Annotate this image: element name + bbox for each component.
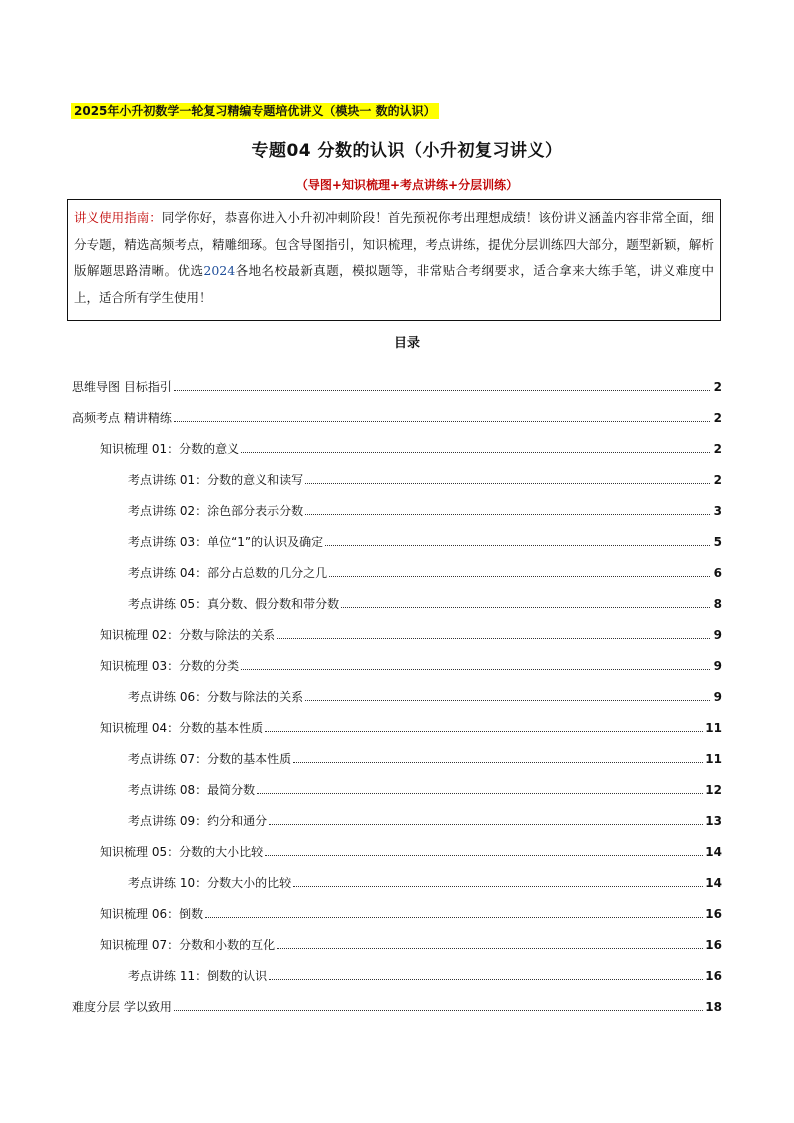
toc-entry-page: 14 — [705, 876, 722, 890]
toc-leader-dots — [269, 979, 703, 980]
toc-entry-page: 2 — [713, 411, 722, 425]
toc-leader-dots — [329, 576, 710, 577]
toc-leader-dots — [265, 731, 703, 732]
toc-leader-dots — [325, 545, 710, 546]
toc-entry-page: 2 — [713, 473, 722, 487]
toc-entry-label: 知识梳理 05：分数的大小比较 — [100, 845, 264, 859]
toc-entry-page: 3 — [713, 504, 722, 518]
toc-entry-page: 9 — [713, 690, 722, 704]
toc-entry[interactable] — [72, 519, 722, 550]
toc-entry[interactable] — [72, 643, 722, 674]
toc-entry[interactable] — [72, 364, 722, 395]
toc-entry-page: 2 — [713, 380, 722, 394]
toc-entry-label: 知识梳理 03：分数的分类 — [100, 659, 240, 673]
toc-entry-page: 16 — [705, 938, 722, 952]
toc-leader-dots — [241, 452, 710, 453]
toc-entry[interactable] — [72, 674, 722, 705]
toc-leader-dots — [265, 855, 703, 856]
toc-leader-dots — [277, 638, 710, 639]
usage-guide-year: 2024 — [203, 263, 236, 278]
toc-entry[interactable] — [72, 829, 722, 860]
toc-leader-dots — [305, 514, 710, 515]
toc-leader-dots — [305, 483, 710, 484]
toc-title: 目录 — [393, 336, 420, 351]
toc-entry-label: 考点讲练 11：倒数的认识 — [128, 969, 268, 983]
toc-entry-label: 高频考点 精讲精练 — [72, 411, 172, 425]
toc-entry[interactable] — [72, 457, 722, 488]
toc-leader-dots — [305, 700, 710, 701]
toc-leader-dots — [257, 793, 703, 794]
table-of-contents — [72, 364, 722, 1015]
toc-entry-label: 知识梳理 04：分数的基本性质 — [100, 721, 264, 735]
toc-leader-dots — [174, 390, 710, 391]
toc-entry[interactable] — [72, 426, 722, 457]
toc-leader-dots — [341, 607, 710, 608]
toc-entry-page: 6 — [713, 566, 722, 580]
toc-entry-page: 9 — [713, 659, 722, 673]
toc-entry-page: 12 — [705, 783, 722, 797]
toc-entry[interactable] — [72, 798, 722, 829]
toc-entry-label: 考点讲练 02：涂色部分表示分数 — [128, 504, 304, 518]
toc-entry-page: 13 — [705, 814, 722, 828]
toc-entry-label: 思维导图 目标指引 — [72, 380, 172, 394]
toc-entry-label: 考点讲练 09：约分和通分 — [128, 814, 268, 828]
toc-entry[interactable] — [72, 488, 722, 519]
toc-entry-label: 考点讲练 10：分数大小的比较 — [128, 876, 292, 890]
toc-leader-dots — [174, 421, 710, 422]
toc-entry-label: 知识梳理 06：倒数 — [100, 907, 204, 921]
toc-entry[interactable] — [72, 953, 722, 984]
toc-leader-dots — [277, 948, 703, 949]
toc-leader-dots — [241, 669, 710, 670]
toc-entry-page: 11 — [705, 721, 722, 735]
toc-entry-page: 16 — [705, 907, 722, 921]
toc-entry-page: 5 — [713, 535, 722, 549]
toc-entry[interactable] — [72, 612, 722, 643]
toc-entry-label: 考点讲练 01：分数的意义和读写 — [128, 473, 304, 487]
toc-entry-label: 考点讲练 06：分数与除法的关系 — [128, 690, 304, 704]
page-subtitle: （导图+知识梳理+考点讲练+分层训练） — [295, 178, 519, 192]
toc-entry[interactable] — [72, 705, 722, 736]
usage-guide-text-part2: 各地名校最新真题，模拟题等，非常贴合考纲要求，适合拿来大练手笔，讲义难度中上，适合所有学生使用！ — [74, 263, 714, 305]
header-banner: 2025年小升初数学一轮复习精编专题培优讲义（模块一 数的认识） — [71, 103, 439, 119]
toc-leader-dots — [205, 917, 703, 918]
toc-entry-label: 考点讲练 04：部分占总数的几分之几 — [128, 566, 328, 580]
toc-entry-page: 2 — [713, 442, 722, 456]
toc-leader-dots — [174, 1010, 703, 1011]
toc-entry-page: 11 — [705, 752, 722, 766]
toc-entry[interactable] — [72, 550, 722, 581]
toc-leader-dots — [269, 824, 703, 825]
toc-entry-page: 16 — [705, 969, 722, 983]
toc-entry-label: 考点讲练 05：真分数、假分数和带分数 — [128, 597, 340, 611]
toc-entry-page: 18 — [705, 1000, 722, 1014]
toc-entry-page: 14 — [705, 845, 722, 859]
usage-guide-box — [67, 199, 721, 321]
toc-entry-label: 难度分层 学以致用 — [72, 1000, 172, 1014]
toc-entry-label: 知识梳理 07：分数和小数的互化 — [100, 938, 276, 952]
page-title: 专题04 分数的认识（小升初复习讲义） — [251, 141, 563, 161]
toc-entry-label: 考点讲练 08：最简分数 — [128, 783, 256, 797]
toc-leader-dots — [293, 762, 703, 763]
toc-entry-label: 考点讲练 03：单位“1”的认识及确定 — [128, 535, 324, 549]
toc-entry-label: 知识梳理 01：分数的意义 — [100, 442, 240, 456]
toc-entry-label: 考点讲练 07：分数的基本性质 — [128, 752, 292, 766]
toc-entry[interactable] — [72, 581, 722, 612]
toc-entry[interactable] — [72, 860, 722, 891]
toc-entry[interactable] — [72, 395, 722, 426]
usage-guide-label: 讲义使用指南： — [74, 210, 162, 225]
toc-entry[interactable] — [72, 736, 722, 767]
toc-entry-label: 知识梳理 02：分数与除法的关系 — [100, 628, 276, 642]
toc-entry[interactable] — [72, 891, 722, 922]
toc-entry-page: 9 — [713, 628, 722, 642]
toc-leader-dots — [293, 886, 703, 887]
toc-entry[interactable] — [72, 984, 722, 1015]
usage-guide-text-part1: 同学你好，恭喜你进入小升初冲刺阶段！首先预祝你考出理想成绩！该份讲义涵盖内容非常全面，细分专题，精选高频考点，精雕细琢。包含导图指引，知识梳理，考点讲练，提优分层训练四大部分，题型新颖，解析版解题思路清晰。优选 — [74, 210, 714, 278]
toc-entry[interactable] — [72, 922, 722, 953]
toc-entry-page: 8 — [713, 597, 722, 611]
toc-entry[interactable] — [72, 767, 722, 798]
